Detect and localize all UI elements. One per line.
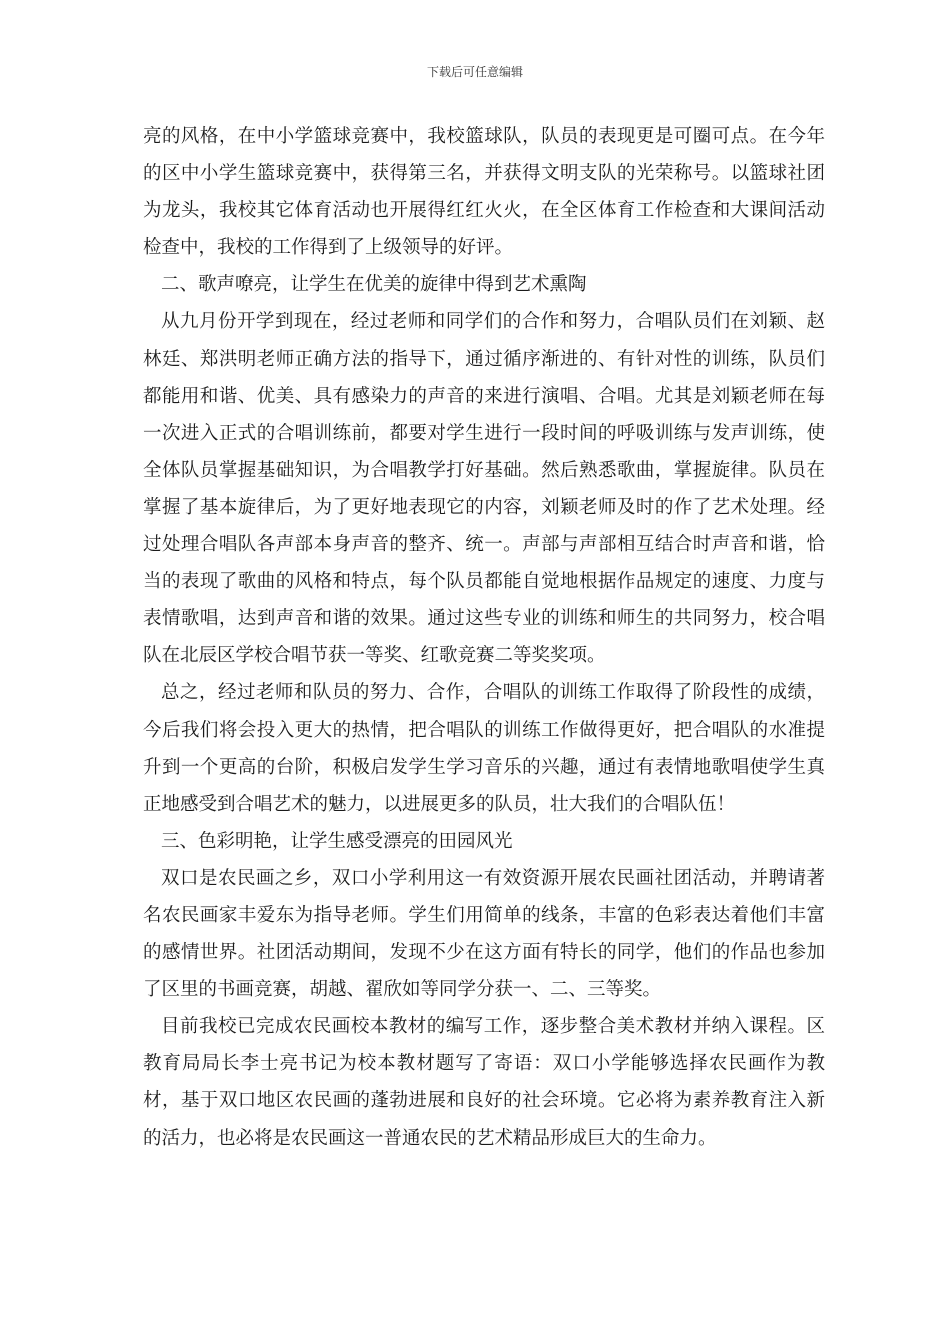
section-heading-3: 三、色彩明艳，让学生感受漂亮的田园风光 — [161, 830, 513, 852]
document-body — [143, 118, 825, 1157]
paragraph-choir-summary: 总之，经过老师和队员的努力、合作，合唱队的训练工作取得了阶段性的成绩，今后我们将会投入更大的热情，把合唱队的训练工作做得更好，把合唱队的水准提升到一个更高的台阶，积极启发学生学习音乐的兴趣，通过有表情地歌唱使学生真正地感受到合唱艺术的魅力，以进展更多的队员，壮大我们的合唱队伍！ — [143, 682, 825, 815]
paragraph-textbook: 目前我校已完成农民画校本教材的编写工作，逐步整合美术教材并纳入课程。区教育局局长李士亮书记为校本教材题写了寄语：双口小学能够选择农民画作为教材，基于双口地区农民画的蓬勃进展和良好的社会环境。它必将为素养教育注入新的活力，也必将是农民画这一普通农民的艺术精品形成巨大的生命力。 — [143, 1016, 825, 1149]
paragraph-continuation: 亮的风格，在中小学篮球竞赛中，我校篮球队，队员的表现更是可圈可点。在今年的区中小学生篮球竞赛中，获得第三名，并获得文明支队的光荣称号。以篮球社团为龙头，我校其它体育活动也开展得红红火火，在全区体育工作检查和大课间活动检查中，我校的工作得到了上级领导的好评。 — [143, 126, 825, 259]
paragraph-choir-training: 从九月份开学到现在，经过老师和同学们的合作和努力，合唱队员们在刘颖、赵林廷、郑洪明老师正确方法的指导下，通过循序渐进的、有针对性的训练，队员们都能用和谐、优美、具有感染力的声音的来进行演唱、合唱。尤其是刘颖老师在每一次进入正式的合唱训练前，都要对学生进行一段时间的呼吸训练与发声训练，使全体队员掌握基础知识，为合唱教学打好基础。然后熟悉歌曲，掌握旋律。队员在掌握了基本旋律后，为了更好地表现它的内容，刘颖老师及时的作了艺术处理。经过处理合唱队各声部本身声音的整齐、统一。声部与声部相互结合时声音和谐，恰当的表现了歌曲的风格和特点，每个队员都能自觉地根据作品规定的速度、力度与表情歌唱，达到声音和谐的效果。通过这些专业的训练和师生的共同努力，校合唱队在北辰区学校合唱节获一等奖、红歌竞赛二等奖奖项。 — [143, 311, 825, 667]
section-heading-2: 二、歌声嘹亮，让学生在优美的旋律中得到艺术熏陶 — [161, 274, 587, 296]
page-header: 下载后可任意编辑 — [426, 65, 523, 79]
paragraph-folk-painting: 双口是农民画之乡，双口小学利用这一有效资源开展农民画社团活动，并聘请著名农民画家丰爱东为指导老师。学生们用简单的线条，丰富的色彩表达着他们丰富的感情世界。社团活动期间，发现不少在这方面有特长的同学，他们的作品也参加了区里的书画竞赛，胡越、翟欣如等同学分获一、二、三等奖。 — [143, 867, 825, 1001]
